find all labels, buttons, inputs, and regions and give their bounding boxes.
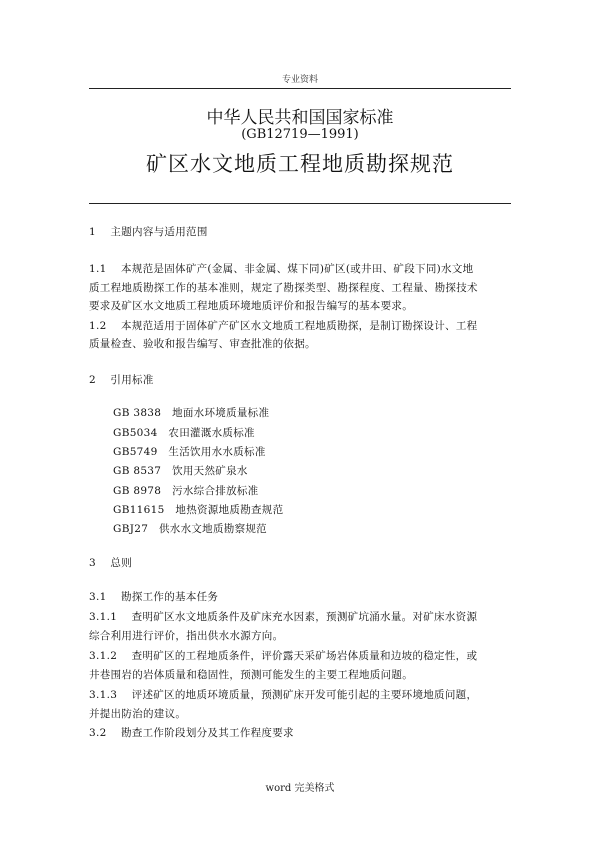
paragraph-3-1-3-line-1: 3.1.3 评述矿区的地质环境质量，预测矿床开发可能引起的主要环境地质问题， <box>89 689 478 701</box>
paragraph-3-1-2-line-1: 3.1.2 查明矿区的工程地质条件，评价露天采矿场岩体质量和边坡的稳定性，或 <box>89 650 478 662</box>
standard-title: 中华人民共和国国家标准 <box>206 108 394 128</box>
section-heading-1: 1 主题内容与适用范围 <box>89 226 208 238</box>
standard-ref-item: GB 8978 污水综合排放标准 <box>113 485 259 497</box>
paragraph-1-1-line-1: 1.1 本规范是固体矿产(金属、非金属、煤下同)矿区(或井田、矿段下同)水文地 <box>89 263 474 275</box>
paragraph-3-1-1-line-1: 3.1.1 查明矿区水文地质条件及矿床充水因素，预测矿坑涌水量。对矿床水资源 <box>89 611 478 623</box>
paragraph-3-1-3-line-2: 并提出防治的建议。 <box>89 708 187 720</box>
section-heading-2: 2 引用标准 <box>89 374 154 386</box>
paragraph-1-2-line-1: 1.2 本规范适用于固体矿产矿区水文地质工程地质勘探，是制订勘探设计、工程 <box>89 320 478 332</box>
standard-ref-item: GB 8537 饮用天然矿泉水 <box>113 465 248 477</box>
page-header-label: 专业资料 <box>281 75 318 85</box>
document-title: 矿区水文地质工程地质勘探规范 <box>146 152 454 176</box>
header-divider <box>89 88 511 89</box>
paragraph-3-1-2-line-2: 井巷围岩的岩体质量和稳固性，预测可能发生的主要工程地质问题。 <box>89 669 413 681</box>
paragraph-1-1-line-2: 质工程地质勘探工作的基本准则，规定了勘探类型、勘探程度、工程量、勘探技术 <box>89 282 478 294</box>
subsection-heading-3-2: 3.2 勘查工作阶段划分及其工作程度要求 <box>89 727 294 739</box>
paragraph-1-1-line-3: 要求及矿区水文地质工程地质环境地质评价和报告编写的基本要求。 <box>89 300 413 312</box>
page-footer-label: word 完美格式 <box>265 783 335 794</box>
standard-ref-item: GB11615 地热资源地质勘查规范 <box>113 504 284 516</box>
subsection-heading-3-1: 3.1 勘探工作的基本任务 <box>89 591 219 603</box>
title-divider <box>89 203 511 204</box>
standard-ref-item: GB 3838 地面水环境质量标准 <box>113 407 270 419</box>
standard-number: (GB12719—1991) <box>241 127 359 142</box>
paragraph-3-1-1-line-2: 综合利用进行评价，指出供水水源方向。 <box>89 630 284 642</box>
standard-ref-item: GB5034 农田灌溉水质标准 <box>113 427 255 439</box>
paragraph-1-2-line-2: 质量检查、验收和报告编写、审查批准的依据。 <box>89 338 316 350</box>
section-heading-3: 3 总则 <box>89 557 133 569</box>
standard-ref-item: GBJ27 供水水文地质勘察规范 <box>113 523 267 535</box>
standard-ref-item: GB5749 生活饮用水水质标准 <box>113 446 266 458</box>
